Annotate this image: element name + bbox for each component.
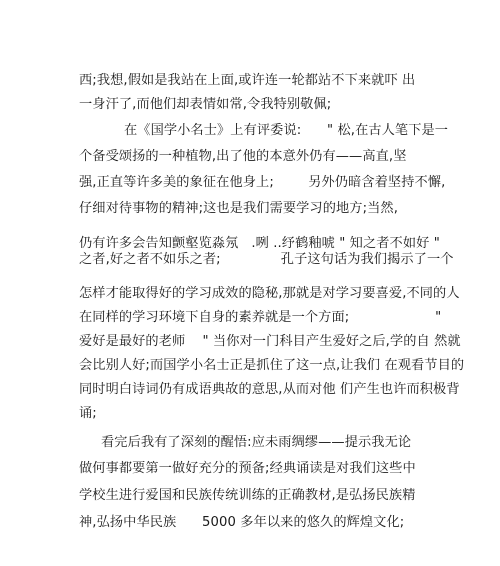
text-line: 神,弘扬中华民族 5000 多年以来的悠久的辉煌文化;	[79, 515, 405, 530]
text-line: 学校生进行爱国和民族传统训练的正确教材,是弘扬民族精	[79, 488, 416, 503]
text-line: 在《国学小名士》上有评委说: " 松,在古人笔下是一	[124, 123, 449, 138]
text-line: 做何事都要第一做好充分的预备;经典诵读是对我们这些中	[79, 461, 416, 476]
text-line: 怎样才能取得好的学习成效的隐秘,那就是对学习要喜爱,不同的人	[79, 286, 460, 301]
text-line: 个备受颂扬的一种植物,出了他的本意外仍有——高直,坚	[79, 149, 407, 164]
text-line: 西;我想,假如是我站在上面,或许连一轮都站不下来就吓 出	[79, 73, 416, 88]
text-line: 同时明白诗词仍有成语典故的意思,从而对他 们产生也许而积极背	[79, 382, 460, 397]
text-line: 诵;	[79, 406, 97, 421]
text-line: 之者,好之者不如乐之者; 孔子这句话为我们揭示了一个	[79, 252, 454, 267]
text-line: 在同样的学习环境下自身的素养就是一个方面; "	[79, 310, 442, 325]
text-line: 仍有许多会告知颤壑览淼氖 .咧 ..纾鹤釉唬 " 知之者不如好 "	[79, 236, 440, 251]
text-line: 看完后我有了深刻的醒悟:应未雨绸缪——提示我无论	[101, 435, 412, 450]
text-line: 爱好是最好的老师 " 当你对一门科目产生爱好之后,学的自 然就	[79, 334, 461, 349]
text-line: 强,正直等许多美的象征在他身上; 另外仍暗含着坚持不懈,	[79, 175, 446, 190]
text-line: 一身汗了,而他们却表情如常,令我特别敬佩;	[79, 97, 332, 112]
text-line: 仔细对待事物的精神;这也是我们需要学习的地方;当然,	[79, 201, 398, 216]
text-line: 会比别人好;而国学小名士正是抓住了这一点,让我们 在观看节目的	[79, 358, 465, 373]
